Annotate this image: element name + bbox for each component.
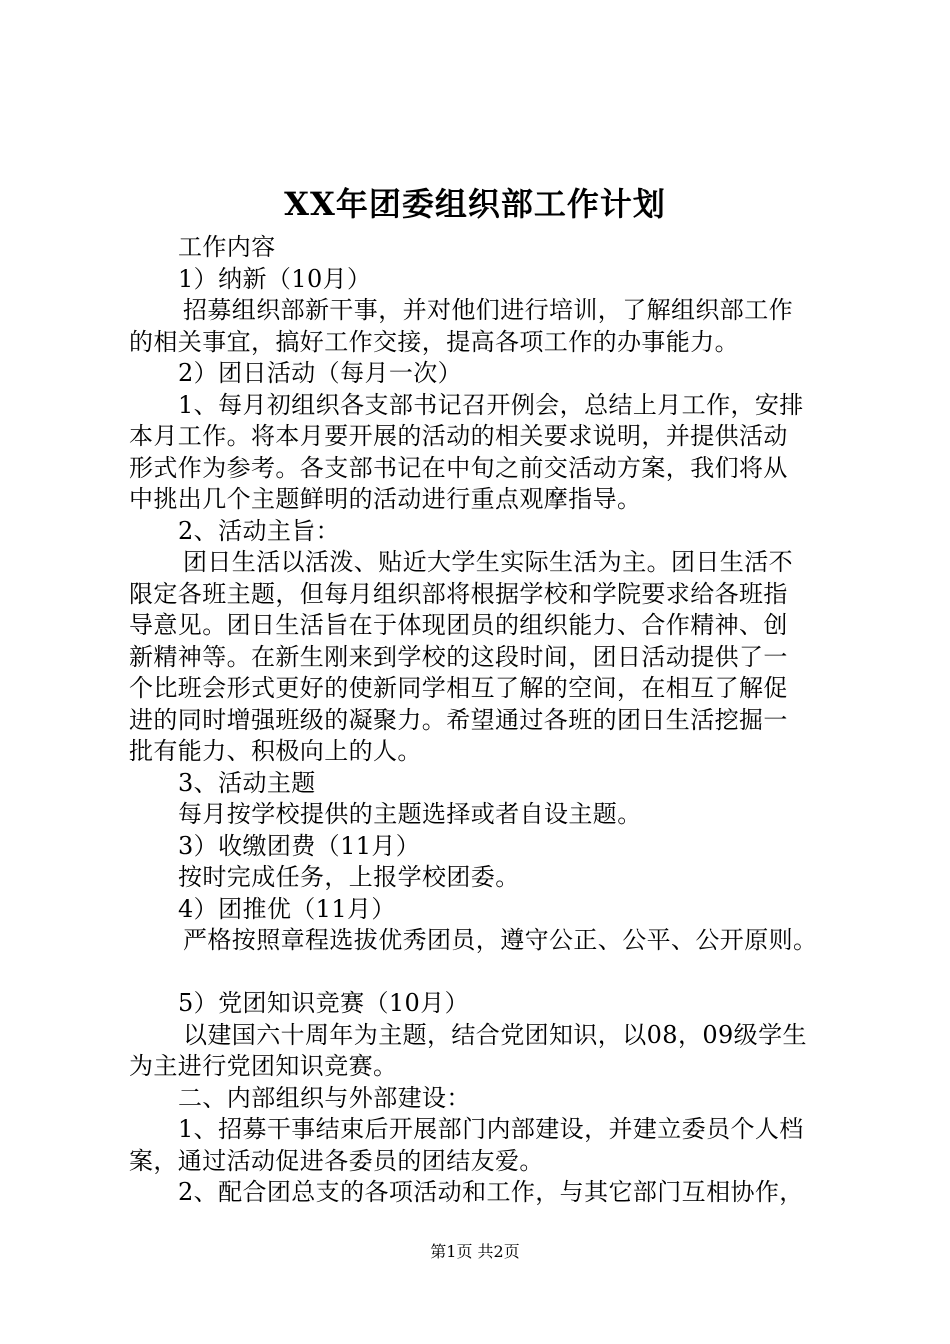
paragraph-line: 每月按学校提供的主题选择或者自设主题。 [178,800,642,828]
document-body [129,232,839,1209]
paragraph-line: 新精神等。在新生刚来到学校的这段时间，团日活动提供了一 [129,642,788,671]
paragraph-line: 为主进行党团知识竞赛。 [129,1052,398,1080]
paragraph-line: 批有能力、积极向上的人。 [129,737,422,765]
paragraph-line: 本月工作。将本月要开展的活动的相关要求说明，并提供活动 [129,422,788,450]
paragraph-line: 招募组织部新干事，并对他们进行培训，了解组织部工作 [183,296,793,324]
subitem-heading: 2、活动主旨： [178,516,341,545]
paragraph-line: 形式作为参考。各支部书记在中旬之前交活动方案，我们将从 [129,453,788,482]
paragraph-line: 2、配合团总支的各项活动和工作，与其它部门互相协作， [178,1178,804,1206]
paragraph-line: 导意见。团日生活旨在于体现团员的组织能力、合作精神、创 [129,611,788,639]
paragraph-line: 以建国六十周年为主题，结合党团知识，以08，09级学生 [183,1020,807,1049]
item-heading: 2）团日活动（每月一次） [178,359,463,387]
paragraph-line: 进的同时增强班级的凝聚力。希望通过各班的团日生活挖掘一 [129,705,788,734]
subitem-heading: 3、活动主题 [178,768,316,797]
paragraph-line: 1、招募干事结束后开展部门内部建设，并建立委员个人档 [178,1115,804,1143]
paragraph-line: 的相关事宜，搞好工作交接，提高各项工作的办事能力。 [129,327,739,356]
item-heading: 5）党团知识竞赛（10月） [178,989,470,1017]
item-heading: 4）团推优（11月） [178,894,396,923]
paragraph-line: 中挑出几个主题鲜明的活动进行重点观摩指导。 [129,485,642,513]
section-heading: 二、内部组织与外部建设： [178,1083,471,1112]
paragraph-line: 案，通过活动促进各委员的团结友爱。 [129,1146,544,1175]
item-heading: 3）收缴团费（11月） [178,831,421,860]
paragraph-line: 个比班会形式更好的使新同学相互了解的空间，在相互了解促 [129,674,788,702]
document-title: XX年团委组织部工作计划 [284,185,666,223]
page-footer: 第1页 共2页 [430,1242,520,1261]
paragraph-line: 团日生活以活泼、贴近大学生实际生活为主。团日生活不 [183,548,793,576]
paragraph-line: 1、每月初组织各支部书记召开例会，总结上月工作，安排 [178,390,804,419]
item-heading: 1）纳新（10月） [178,264,372,293]
paragraph-line: 严格按照章程选拔优秀团员，遵守公正、公平、公开原则。 [183,926,818,954]
paragraph-line: 限定各班主题，但每月组织部将根据学校和学院要求给各班指 [129,579,788,608]
paragraph-line: 按时完成任务，上报学校团委。 [178,863,520,891]
section-heading: 工作内容 [178,233,276,261]
blank-line [129,957,839,989]
